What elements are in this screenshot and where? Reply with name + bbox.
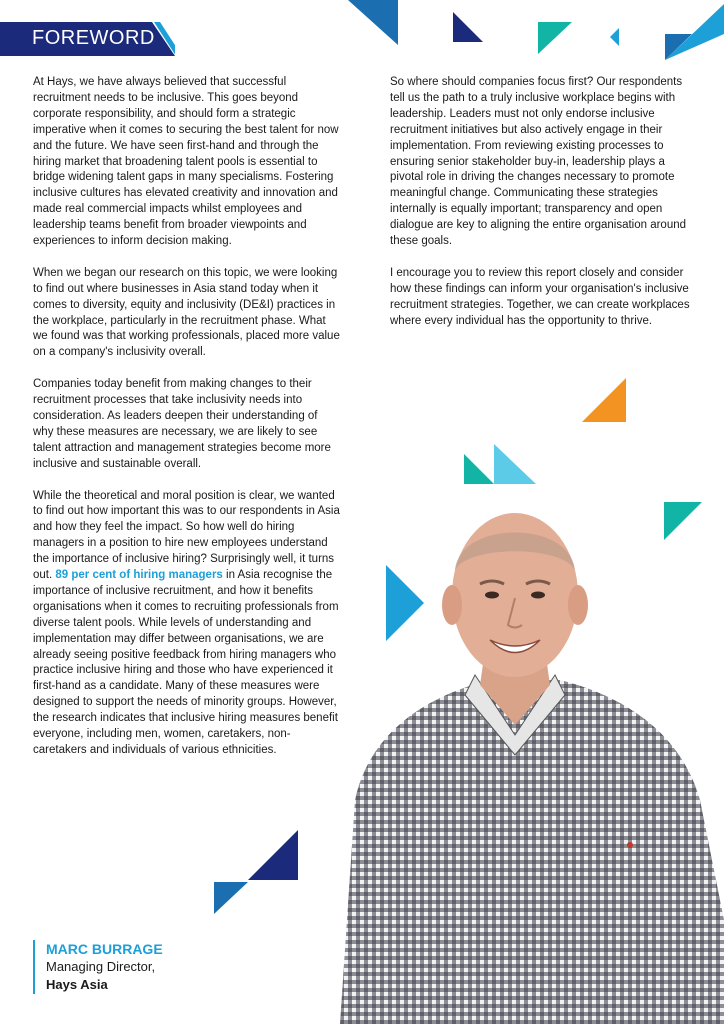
author-signature — [33, 940, 163, 994]
triangle-shape — [538, 22, 572, 54]
triangle-shape — [610, 28, 619, 46]
paragraph-text: in Asia recognise the importance of inclusive recruitment, and how it benefits organisations when it comes to recruiting professionals from diverse talent pools. While levels of understanding and implementation may differ between organisations, we are already seeing positive feedback from hiring managers who practice inclusive hiring and those who have experienced it first-hand as a candidate. Many of these measures were designed to support the needs of minority groups. However, the research indicates that inclusive hiring measures benefit everyone, including men, women, caretakers, non-caretakers and individuals of various ethnicities. — [33, 569, 339, 757]
paragraph-text: While the theoretical and moral position is clear, we wanted to find out how important this was to our respondents in Asia and how they feel the impact. So how well do hiring managers in a position to hire new employees understand the importance of inclusive hiring? Surprisingly well, it turns out. — [33, 489, 340, 582]
paragraph: At Hays, we have always believed that successful recruitment needs to be inclusive. This goes beyond corporate responsibility, and should form a strategic imperative when it comes to securing the best talent for now and the future. We have seen first-hand and through the hiring market that broadening talent pools is essential to bridge widening talent gaps in many specialisms. Fostering inclusive cultures has elevated creativity and innovation and made real commercial impacts whilst employees and leadership teams benefit from broader viewpoints and experiences to inform decision making. — [33, 76, 339, 248]
author-company: Hays Asia — [46, 977, 108, 992]
page-title: FOREWORD — [32, 27, 155, 49]
author-name: MARC BURRAGE — [46, 941, 163, 957]
triangle-shape — [248, 830, 298, 880]
teal-blue-triangles — [462, 440, 542, 486]
highlighted-statistic: 89 per cent of hiring managers — [55, 569, 223, 582]
triangle-shape — [464, 454, 494, 484]
portrait-photo — [300, 500, 724, 1024]
triangle-shape — [348, 0, 398, 45]
orange-triangle — [580, 378, 630, 426]
foreword-right-column — [390, 75, 700, 345]
triangle-shape — [214, 882, 248, 914]
triangle-shape — [494, 444, 536, 484]
paragraph: I encourage you to review this report closely and consider how these findings can inform your organisation's inclusive recruitment strategies. Together, we can create workplaces where every individual has the opportunity to thrive. — [390, 266, 690, 327]
paragraph: So where should companies focus first? Our respondents tell us the path to a truly inclusive workplace begins with leadership. Leaders must not only endorse inclusive recruitment initiatives but also actively engage in their implementation. From reviewing existing processes to ensuring senior stakeholder buy-in, leadership plays a pivotal role in driving the changes necessary to promote meaningful change. Communicating these strategies internally is equally important; transparency and open dialogue are key to aligning the entire organisation around these goals. — [390, 76, 687, 248]
triangle-shape — [453, 12, 483, 42]
paragraph: Companies today benefit from making changes to their recruitment processes that take inclusivity needs into consideration. As leaders deepen their understanding of why these measures are necessary, we are likely to see talent attraction and management strategies become more inclusive and sustainable overall. — [33, 378, 331, 470]
foreword-left-column — [33, 75, 341, 775]
paragraph: When we began our research on this topic, we were looking to find out where businesses in Asia stand today when it comes to diversity, equity and inclusivity (DE&I) practices in the workplace, particularly in the recruitment phase. What we found was that working professionals, placed more value on a company's inclusivity overall. — [33, 266, 340, 359]
author-title: Managing Director, — [46, 959, 156, 974]
paragraph — [33, 489, 341, 759]
top-decorative-triangles — [340, 0, 724, 65]
triangle-shape — [665, 4, 724, 60]
bottom-decorative-triangles — [212, 828, 302, 916]
